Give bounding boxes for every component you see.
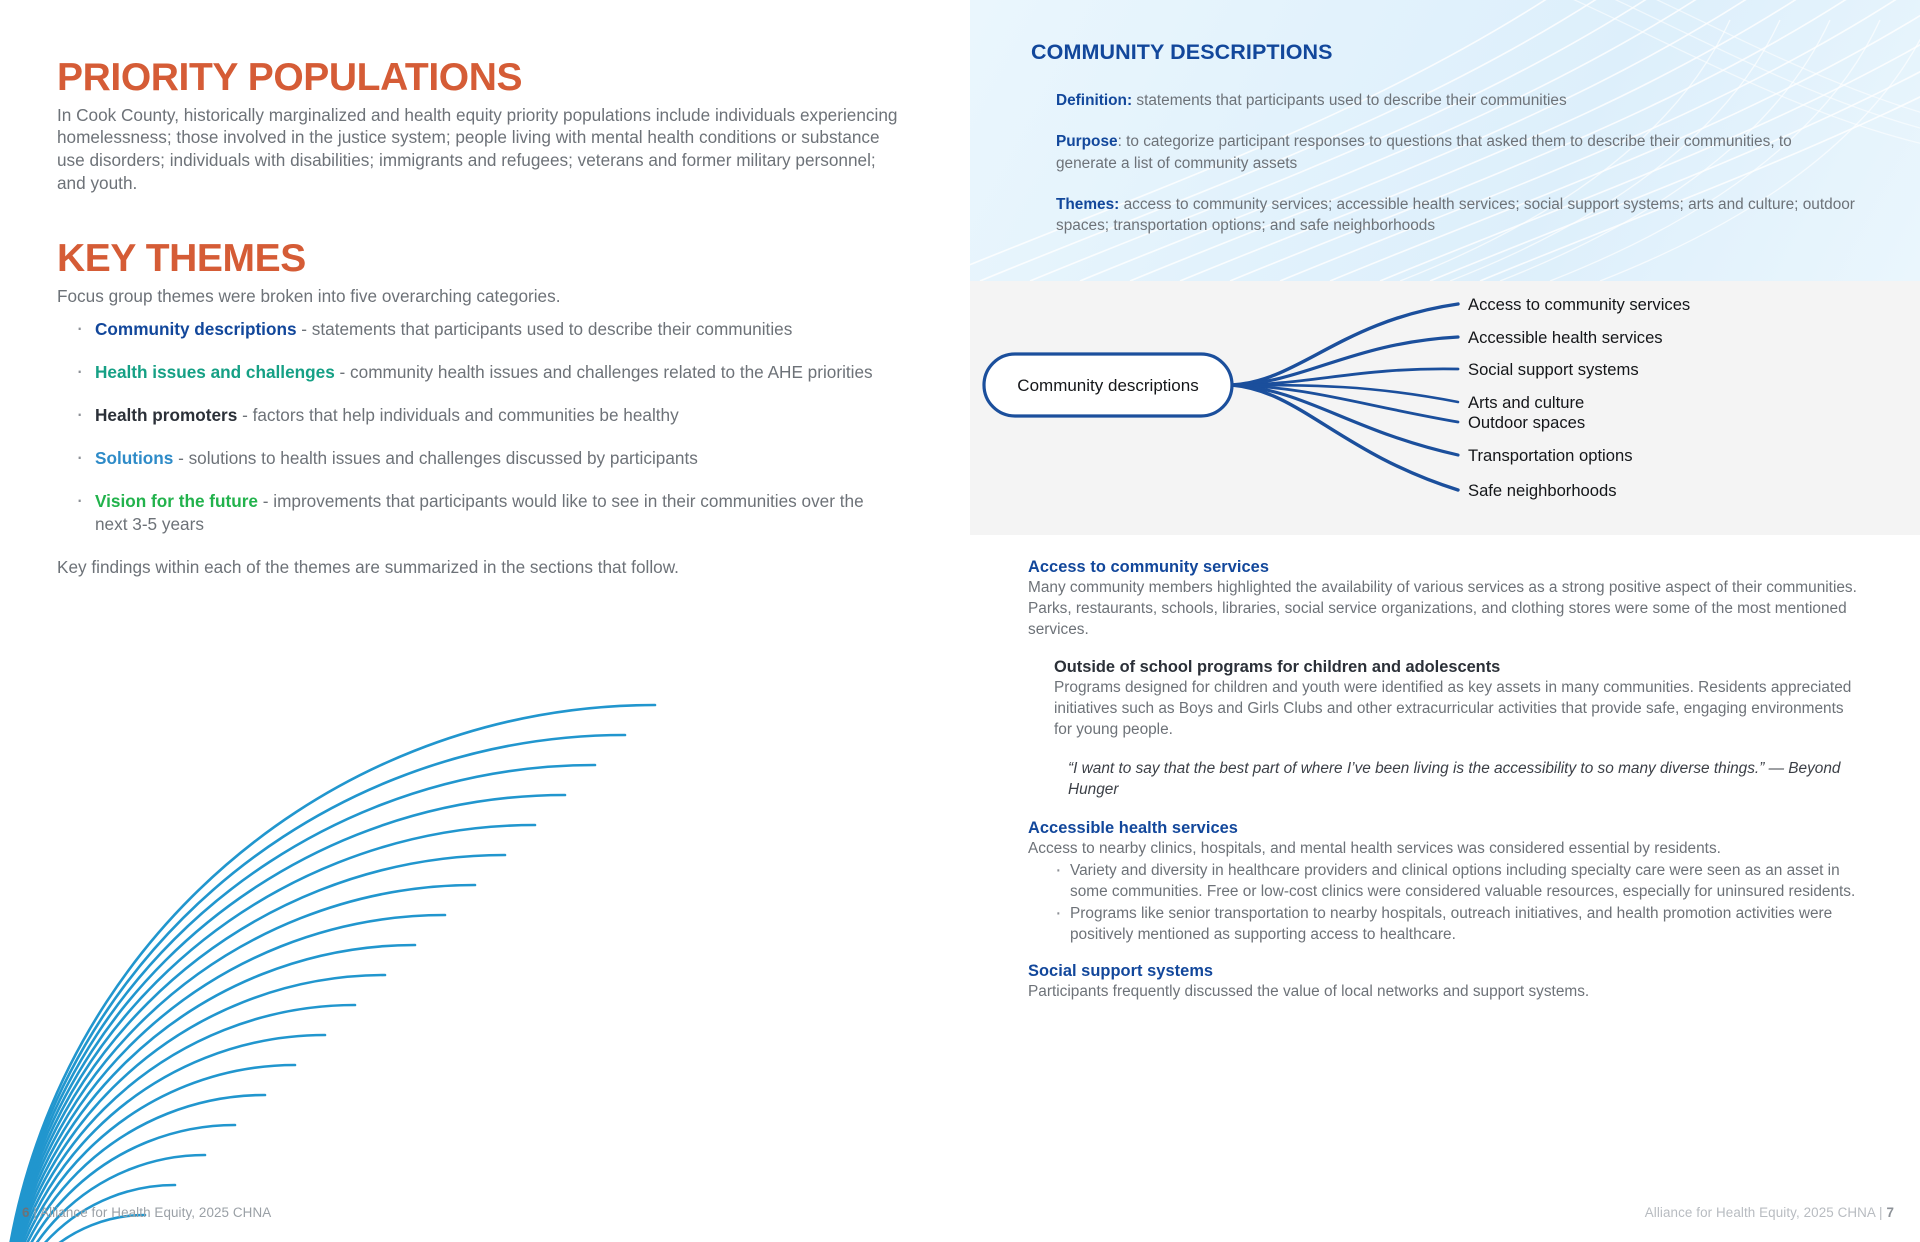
center-node-label: Community descriptions bbox=[1017, 376, 1199, 395]
key-themes-intro: Focus group themes were broken into five overarching categories. bbox=[57, 285, 561, 306]
banner-content bbox=[1031, 40, 1861, 236]
right-page-body bbox=[1028, 558, 1864, 1003]
section-heading: Social support systems bbox=[1028, 962, 1214, 981]
left-page-footer bbox=[22, 1205, 271, 1220]
section-intro: Access to nearby clinics, hospitals, and mental health services was considered essential by residents. bbox=[1028, 839, 1721, 857]
section-access-to-community-services bbox=[1028, 558, 1864, 641]
banner-title: COMMUNITY DESCRIPTIONS bbox=[1031, 40, 1333, 64]
right-footer-text: Alliance for Health Equity, 2025 CHNA | bbox=[1644, 1205, 1887, 1220]
definition-row bbox=[1056, 194, 1856, 237]
definition-key: Themes: bbox=[1056, 195, 1120, 213]
section-body: Many community members highlighted the availability of various services as a strong positive aspect of their communities. Parks, restaurants, schools, libraries, social service organizations, and clothing stores were some of the most mentioned services. bbox=[1028, 579, 1857, 638]
branch-label: Accessible health services bbox=[1468, 328, 1663, 347]
branch-label: Transportation options bbox=[1468, 446, 1633, 465]
theme-desc: - solutions to health issues and challenges discussed by participants bbox=[173, 448, 698, 469]
list-item: · Programs like senior transportation to nearby hospitals, outreach initiatives, and health promotion activities were positively mentioned as supporting access to healthcare. bbox=[1054, 904, 1864, 946]
branch-label: Outdoor spaces bbox=[1468, 413, 1586, 432]
section-heading: Accessible health services bbox=[1028, 818, 1238, 837]
right-page-footer bbox=[1645, 1205, 1894, 1220]
definition-key: Purpose bbox=[1056, 133, 1118, 151]
left-page-number: 6 bbox=[22, 1205, 30, 1220]
section-social-support-systems bbox=[1028, 962, 1864, 1003]
key-themes-list bbox=[73, 318, 917, 535]
definition-list bbox=[1056, 90, 1861, 236]
definition-value: statements that participants used to describe their communities bbox=[1132, 92, 1567, 109]
section-body: Participants frequently discussed the value of local networks and support systems. bbox=[1028, 983, 1590, 1001]
theme-desc: - improvements that participants would like to see in their communities over the next 3-5 years bbox=[95, 490, 864, 534]
theme-item bbox=[73, 318, 893, 341]
theme-desc: - statements that participants used to describe their communities bbox=[296, 319, 793, 340]
right-page bbox=[970, 0, 1920, 1242]
decorative-arcs bbox=[0, 660, 850, 1242]
definition-row bbox=[1056, 131, 1856, 174]
theme-label: Health promoters bbox=[95, 405, 238, 426]
theme-label: Solutions bbox=[95, 448, 174, 469]
section-heading: Access to community services bbox=[1028, 558, 1270, 576]
key-themes-title: KEY THEMES bbox=[57, 237, 306, 281]
theme-item bbox=[73, 447, 893, 470]
subsection-outside-of-school-programs bbox=[1054, 658, 1864, 741]
list-item: · Variety and diversity in healthcare providers and clinical options including specialty care were seen as an asset in some communities. Free or low-cost clinics were considered valuable resources, especially for uninsured residents. bbox=[1054, 861, 1864, 903]
community-descriptions-banner bbox=[970, 0, 1920, 281]
definition-key: Definition: bbox=[1056, 92, 1133, 109]
participant-quote: “I want to say that the best part of where I’ve been living is the accessibility to so many diverse things.” — Beyond Hunger bbox=[1068, 759, 1841, 799]
theme-item bbox=[73, 361, 893, 384]
branch-label: Safe neighborhoods bbox=[1468, 481, 1617, 500]
theme-item bbox=[73, 404, 893, 427]
left-page-content bbox=[57, 58, 917, 579]
theme-item bbox=[73, 490, 893, 536]
priority-populations-title: PRIORITY POPULATIONS bbox=[57, 56, 523, 99]
branch-label: Access to community services bbox=[1468, 295, 1691, 314]
priority-populations-body: In Cook County, historically marginalized and health equity priority populations include individuals experiencing homelessness; those involved in the justice system; people living with mental health conditions or substance use disorders; individuals with disabilities; immigrants and refugees; veterans and former military personnel; and youth. bbox=[57, 104, 898, 194]
right-page-number: 7 bbox=[1886, 1205, 1894, 1220]
branch-label: Social support systems bbox=[1468, 360, 1639, 379]
theme-label: Health issues and challenges bbox=[95, 362, 335, 383]
mind-map-diagram bbox=[970, 281, 1920, 535]
definition-value: : to categorize participant responses to questions that asked them to describe their communities, to generate a list of community assets bbox=[1056, 133, 1792, 172]
definition-row bbox=[1056, 90, 1856, 111]
subsection-body: Programs designed for children and youth were identified as key assets in many communities. Residents appreciated initiatives such as Boys and Girls Clubs and other extracurricular activities that provide safe, engaging environments for young people. bbox=[1054, 678, 1852, 738]
theme-desc: - community health issues and challenges related to the AHE priorities bbox=[334, 362, 873, 383]
health-services-bullets bbox=[1054, 861, 1864, 946]
theme-label: Vision for the future bbox=[95, 490, 258, 511]
mind-map-panel bbox=[970, 281, 1920, 535]
branch-label: Arts and culture bbox=[1468, 393, 1585, 412]
definition-value: access to community services; accessible health services; social support systems; arts and culture; outdoor spaces; transportation options; and safe neighborhoods bbox=[1056, 195, 1855, 234]
theme-desc: - factors that help individuals and communities be healthy bbox=[237, 405, 679, 426]
subsection-heading: Outside of school programs for children and adolescents bbox=[1054, 657, 1501, 676]
theme-label: Community descriptions bbox=[95, 319, 297, 340]
key-themes-closing: Key findings within each of the themes are summarized in the sections that follow. bbox=[57, 556, 679, 577]
section-accessible-health-services bbox=[1028, 819, 1864, 946]
left-footer-text: | Alliance for Health Equity, 2025 CHNA bbox=[29, 1205, 272, 1220]
